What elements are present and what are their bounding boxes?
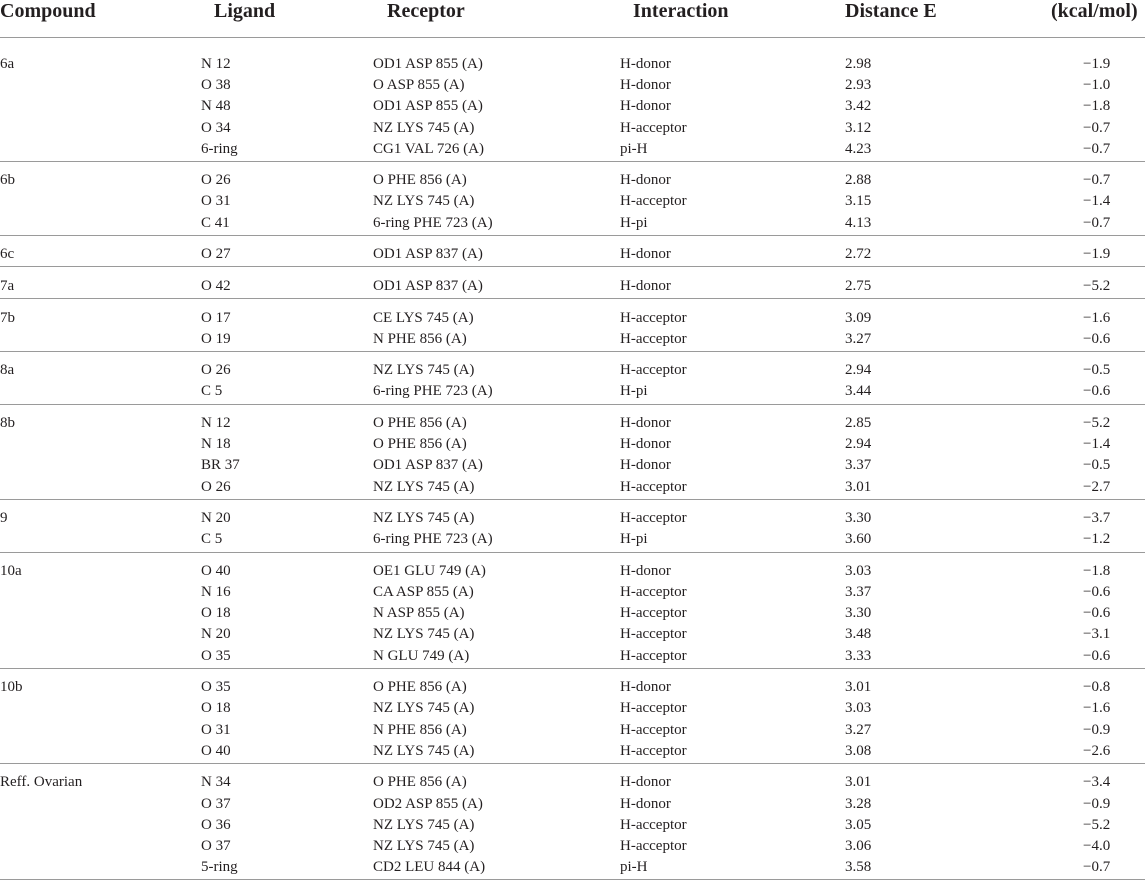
energy-cell: −5.2 bbox=[1083, 415, 1111, 432]
interaction-cell: H-donor bbox=[620, 563, 671, 579]
energy-cell: −1.9 bbox=[1083, 246, 1111, 263]
interaction-cell: H-acceptor bbox=[620, 193, 687, 210]
table-row bbox=[0, 815, 1145, 836]
table-row bbox=[0, 794, 1145, 815]
group-divider bbox=[0, 266, 1145, 267]
distance-cell: 2.85 bbox=[845, 415, 872, 432]
table-row bbox=[0, 561, 1145, 582]
table-row bbox=[0, 582, 1145, 603]
energy-cell: −0.5 bbox=[1083, 362, 1111, 379]
compound-cell: 6a bbox=[0, 56, 15, 72]
distance-cell: 4.13 bbox=[845, 214, 872, 231]
table-row bbox=[0, 624, 1145, 645]
interaction-cell: H-pi bbox=[620, 531, 648, 548]
ligand-cell: N 48 bbox=[201, 98, 231, 115]
energy-cell: −0.7 bbox=[1083, 858, 1111, 875]
receptor-cell: OE1 GLU 749 (A) bbox=[373, 563, 486, 579]
energy-cell: −0.5 bbox=[1083, 457, 1111, 474]
receptor-cell: N GLU 749 (A) bbox=[373, 647, 470, 664]
ligand-cell: O 42 bbox=[201, 277, 231, 294]
interaction-cell: H-acceptor bbox=[620, 626, 687, 643]
receptor-cell: OD1 ASP 837 (A) bbox=[373, 246, 483, 263]
interaction-cell: H-donor bbox=[620, 98, 671, 115]
energy-cell: −2.6 bbox=[1083, 742, 1111, 759]
energy-cell: −0.7 bbox=[1083, 119, 1111, 136]
table-row bbox=[0, 170, 1145, 191]
interaction-cell: H-donor bbox=[620, 56, 671, 72]
interaction-cell: H-acceptor bbox=[620, 742, 687, 759]
table-row bbox=[0, 244, 1145, 265]
receptor-cell: OD1 ASP 855 (A) bbox=[373, 56, 483, 72]
receptor-cell: OD1 ASP 855 (A) bbox=[373, 98, 483, 115]
table-row bbox=[0, 741, 1145, 762]
ligand-cell: C 41 bbox=[201, 214, 230, 231]
interaction-cell: H-acceptor bbox=[620, 837, 687, 854]
ligand-cell: N 12 bbox=[201, 415, 231, 432]
group-divider bbox=[0, 552, 1145, 553]
interaction-cell: H-donor bbox=[620, 277, 671, 294]
table-row bbox=[0, 96, 1145, 117]
energy-cell: −1.2 bbox=[1083, 531, 1111, 548]
distance-cell: 3.48 bbox=[845, 626, 872, 643]
interaction-cell: H-donor bbox=[620, 436, 671, 453]
distance-cell: 3.28 bbox=[845, 795, 872, 812]
distance-cell: 3.37 bbox=[845, 457, 872, 474]
compound-cell: 10b bbox=[0, 679, 23, 696]
table-row bbox=[0, 603, 1145, 624]
interaction-cell: H-donor bbox=[620, 246, 671, 263]
interaction-cell: pi-H bbox=[620, 140, 648, 157]
receptor-cell: NZ LYS 745 (A) bbox=[373, 700, 475, 717]
compound-cell: 10a bbox=[0, 563, 22, 579]
table-row bbox=[0, 477, 1145, 498]
table-row bbox=[0, 276, 1145, 297]
distance-cell: 3.42 bbox=[845, 98, 872, 115]
interaction-cell: H-donor bbox=[620, 795, 671, 812]
distance-cell: 3.01 bbox=[845, 679, 872, 696]
energy-cell: −3.7 bbox=[1083, 510, 1111, 527]
energy-cell: −1.0 bbox=[1083, 77, 1111, 94]
distance-cell: 3.05 bbox=[845, 816, 872, 833]
energy-cell: −0.7 bbox=[1083, 214, 1111, 231]
distance-cell: 2.94 bbox=[845, 362, 872, 379]
energy-cell: −0.9 bbox=[1083, 795, 1111, 812]
table-row bbox=[0, 677, 1145, 698]
interaction-cell: H-donor bbox=[620, 457, 671, 474]
table-row bbox=[0, 75, 1145, 96]
group-divider bbox=[0, 763, 1145, 764]
interaction-cell: H-acceptor bbox=[620, 478, 687, 495]
receptor-cell: N PHE 856 (A) bbox=[373, 330, 467, 347]
compound-cell: 6b bbox=[0, 172, 15, 189]
interaction-cell: H-acceptor bbox=[620, 605, 687, 622]
ligand-cell: O 35 bbox=[201, 679, 231, 696]
ligand-cell: C 5 bbox=[201, 531, 223, 548]
distance-cell: 2.72 bbox=[845, 246, 872, 263]
receptor-cell: NZ LYS 745 (A) bbox=[373, 816, 475, 833]
ligand-cell: N 18 bbox=[201, 436, 231, 453]
distance-cell: 3.08 bbox=[845, 742, 872, 759]
receptor-cell: 6-ring PHE 723 (A) bbox=[373, 214, 493, 231]
ligand-cell: O 18 bbox=[201, 700, 231, 717]
interaction-cell: H-acceptor bbox=[620, 362, 687, 379]
ligand-cell: N 16 bbox=[201, 584, 231, 601]
table-row bbox=[0, 381, 1145, 402]
energy-cell: −1.6 bbox=[1083, 700, 1111, 717]
receptor-cell: O PHE 856 (A) bbox=[373, 415, 467, 432]
energy-cell: −1.8 bbox=[1083, 563, 1111, 579]
distance-cell: 3.06 bbox=[845, 837, 872, 854]
receptor-cell: O PHE 856 (A) bbox=[373, 679, 467, 696]
energy-cell: −0.6 bbox=[1083, 584, 1111, 601]
energy-cell: −0.6 bbox=[1083, 330, 1111, 347]
header-distance: Distance E bbox=[845, 0, 937, 22]
distance-cell: 3.44 bbox=[845, 383, 872, 400]
energy-cell: −0.7 bbox=[1083, 140, 1111, 157]
ligand-cell: O 31 bbox=[201, 193, 231, 210]
ligand-cell: O 26 bbox=[201, 172, 231, 189]
table-row bbox=[0, 508, 1145, 529]
receptor-cell: NZ LYS 745 (A) bbox=[373, 837, 475, 854]
table-row bbox=[0, 360, 1145, 381]
interaction-cell: H-pi bbox=[620, 383, 648, 400]
interaction-cell: H-acceptor bbox=[620, 584, 687, 601]
energy-cell: −0.8 bbox=[1083, 679, 1111, 696]
interaction-cell: H-acceptor bbox=[620, 816, 687, 833]
ligand-cell: O 31 bbox=[201, 721, 231, 738]
interaction-cell: H-donor bbox=[620, 77, 671, 94]
distance-cell: 2.75 bbox=[845, 277, 872, 294]
energy-cell: −0.6 bbox=[1083, 383, 1111, 400]
distance-cell: 3.60 bbox=[845, 531, 872, 548]
ligand-cell: O 40 bbox=[201, 742, 231, 759]
distance-cell: 2.98 bbox=[845, 56, 872, 72]
distance-cell: 3.58 bbox=[845, 858, 872, 875]
interaction-cell: H-donor bbox=[620, 774, 671, 791]
interaction-cell: H-donor bbox=[620, 172, 671, 189]
receptor-cell: CA ASP 855 (A) bbox=[373, 584, 474, 601]
energy-cell: −0.6 bbox=[1083, 605, 1111, 622]
ligand-cell: O 18 bbox=[201, 605, 231, 622]
ligand-cell: 6-ring bbox=[201, 140, 238, 157]
energy-cell: −0.9 bbox=[1083, 721, 1111, 738]
interaction-cell: H-acceptor bbox=[620, 119, 687, 136]
ligand-cell: O 35 bbox=[201, 647, 231, 664]
group-divider bbox=[0, 668, 1145, 669]
group-divider bbox=[0, 404, 1145, 405]
energy-cell: −3.1 bbox=[1083, 626, 1111, 643]
energy-cell: −4.0 bbox=[1083, 837, 1111, 854]
receptor-cell: O ASP 855 (A) bbox=[373, 77, 465, 94]
energy-cell: −1.6 bbox=[1083, 309, 1111, 326]
table-row bbox=[0, 529, 1145, 550]
receptor-cell: NZ LYS 745 (A) bbox=[373, 478, 475, 495]
compound-cell: 8b bbox=[0, 415, 15, 432]
interaction-cell: H-acceptor bbox=[620, 309, 687, 326]
distance-cell: 3.27 bbox=[845, 721, 872, 738]
ligand-cell: O 26 bbox=[201, 362, 231, 379]
receptor-cell: O PHE 856 (A) bbox=[373, 436, 467, 453]
interaction-cell: H-pi bbox=[620, 214, 648, 231]
receptor-cell: NZ LYS 745 (A) bbox=[373, 193, 475, 210]
distance-cell: 3.09 bbox=[845, 309, 872, 326]
energy-cell: −1.8 bbox=[1083, 98, 1111, 115]
ligand-cell: N 12 bbox=[201, 56, 231, 72]
header-receptor: Receptor bbox=[387, 0, 465, 22]
energy-cell: −3.4 bbox=[1083, 774, 1111, 791]
table-row bbox=[0, 308, 1145, 329]
energy-cell: −1.4 bbox=[1083, 193, 1111, 210]
compound-cell: Reff. Ovarian bbox=[0, 774, 83, 791]
receptor-cell: OD1 ASP 837 (A) bbox=[373, 277, 483, 294]
distance-cell: 3.01 bbox=[845, 774, 872, 791]
distance-cell: 3.37 bbox=[845, 584, 872, 601]
table-bottom-rule bbox=[0, 879, 1145, 880]
energy-cell: −0.6 bbox=[1083, 647, 1111, 664]
table-row bbox=[0, 329, 1145, 350]
distance-cell: 2.94 bbox=[845, 436, 872, 453]
receptor-cell: NZ LYS 745 (A) bbox=[373, 742, 475, 759]
receptor-cell: O PHE 856 (A) bbox=[373, 774, 467, 791]
ligand-cell: C 5 bbox=[201, 383, 223, 400]
group-divider bbox=[0, 161, 1145, 162]
ligand-cell: O 36 bbox=[201, 816, 231, 833]
ligand-cell: N 20 bbox=[201, 510, 231, 527]
header-interaction: Interaction bbox=[633, 0, 729, 22]
table-row bbox=[0, 413, 1145, 434]
header-compound: Compound bbox=[0, 0, 96, 22]
receptor-cell: NZ LYS 745 (A) bbox=[373, 362, 475, 379]
distance-cell: 2.93 bbox=[845, 77, 872, 94]
table-row bbox=[0, 434, 1145, 455]
receptor-cell: OD1 ASP 837 (A) bbox=[373, 457, 483, 474]
table-row bbox=[0, 836, 1145, 857]
table-row bbox=[0, 191, 1145, 212]
distance-cell: 3.30 bbox=[845, 510, 872, 527]
receptor-cell: N ASP 855 (A) bbox=[373, 605, 465, 622]
distance-cell: 3.03 bbox=[845, 563, 872, 579]
receptor-cell: N PHE 856 (A) bbox=[373, 721, 467, 738]
header-energy: (kcal/mol) bbox=[1051, 0, 1138, 22]
receptor-cell: NZ LYS 745 (A) bbox=[373, 119, 475, 136]
ligand-cell: O 38 bbox=[201, 77, 231, 94]
ligand-cell: O 19 bbox=[201, 330, 231, 347]
energy-cell: −1.9 bbox=[1083, 56, 1111, 72]
ligand-cell: N 20 bbox=[201, 626, 231, 643]
group-divider bbox=[0, 298, 1145, 299]
receptor-cell: O PHE 856 (A) bbox=[373, 172, 467, 189]
ligand-cell: BR 37 bbox=[201, 457, 240, 474]
table-row bbox=[0, 118, 1145, 139]
table-row bbox=[0, 720, 1145, 741]
receptor-cell: CG1 VAL 726 (A) bbox=[373, 140, 484, 157]
table-row bbox=[0, 857, 1145, 878]
table-row bbox=[0, 772, 1145, 793]
distance-cell: 3.15 bbox=[845, 193, 872, 210]
ligand-cell: O 37 bbox=[201, 837, 231, 854]
ligand-cell: O 26 bbox=[201, 478, 231, 495]
ligand-cell: O 17 bbox=[201, 309, 231, 326]
receptor-cell: 6-ring PHE 723 (A) bbox=[373, 531, 493, 548]
receptor-cell: NZ LYS 745 (A) bbox=[373, 626, 475, 643]
interaction-cell: H-acceptor bbox=[620, 647, 687, 664]
interaction-cell: H-donor bbox=[620, 679, 671, 696]
group-divider bbox=[0, 351, 1145, 352]
table-row bbox=[0, 213, 1145, 234]
table-row bbox=[0, 139, 1145, 160]
interaction-cell: H-donor bbox=[620, 415, 671, 432]
receptor-cell: NZ LYS 745 (A) bbox=[373, 510, 475, 527]
receptor-cell: CE LYS 745 (A) bbox=[373, 309, 474, 326]
interaction-cell: pi-H bbox=[620, 858, 648, 875]
header-divider bbox=[0, 37, 1145, 38]
interaction-cell: H-acceptor bbox=[620, 721, 687, 738]
distance-cell: 4.23 bbox=[845, 140, 872, 157]
compound-cell: 8a bbox=[0, 362, 15, 379]
table-row bbox=[0, 455, 1145, 476]
distance-cell: 3.30 bbox=[845, 605, 872, 622]
distance-cell: 3.33 bbox=[845, 647, 872, 664]
table-row bbox=[0, 646, 1145, 667]
ligand-cell: O 27 bbox=[201, 246, 231, 263]
ligand-cell: O 34 bbox=[201, 119, 231, 136]
table-row bbox=[0, 698, 1145, 719]
interaction-cell: H-acceptor bbox=[620, 510, 687, 527]
distance-cell: 2.88 bbox=[845, 172, 872, 189]
receptor-cell: OD2 ASP 855 (A) bbox=[373, 795, 483, 812]
distance-cell: 3.27 bbox=[845, 330, 872, 347]
group-divider bbox=[0, 499, 1145, 500]
compound-cell: 7b bbox=[0, 309, 15, 326]
ligand-cell: 5-ring bbox=[201, 858, 238, 875]
ligand-cell: O 40 bbox=[201, 563, 231, 579]
distance-cell: 3.03 bbox=[845, 700, 872, 717]
energy-cell: −0.7 bbox=[1083, 172, 1111, 189]
compound-cell: 7a bbox=[0, 277, 15, 294]
receptor-cell: CD2 LEU 844 (A) bbox=[373, 858, 486, 875]
group-divider bbox=[0, 235, 1145, 236]
compound-cell: 6c bbox=[0, 246, 15, 263]
ligand-cell: O 37 bbox=[201, 795, 231, 812]
interaction-cell: H-acceptor bbox=[620, 700, 687, 717]
receptor-cell: 6-ring PHE 723 (A) bbox=[373, 383, 493, 400]
table-row bbox=[0, 54, 1145, 75]
energy-cell: −5.2 bbox=[1083, 277, 1111, 294]
distance-cell: 3.12 bbox=[845, 119, 872, 136]
energy-cell: −5.2 bbox=[1083, 816, 1111, 833]
ligand-cell: N 34 bbox=[201, 774, 231, 791]
header-ligand: Ligand bbox=[214, 0, 276, 22]
energy-cell: −1.4 bbox=[1083, 436, 1111, 453]
energy-cell: −2.7 bbox=[1083, 478, 1111, 495]
interaction-cell: H-acceptor bbox=[620, 330, 687, 347]
distance-cell: 3.01 bbox=[845, 478, 872, 495]
compound-cell: 9 bbox=[0, 510, 8, 527]
